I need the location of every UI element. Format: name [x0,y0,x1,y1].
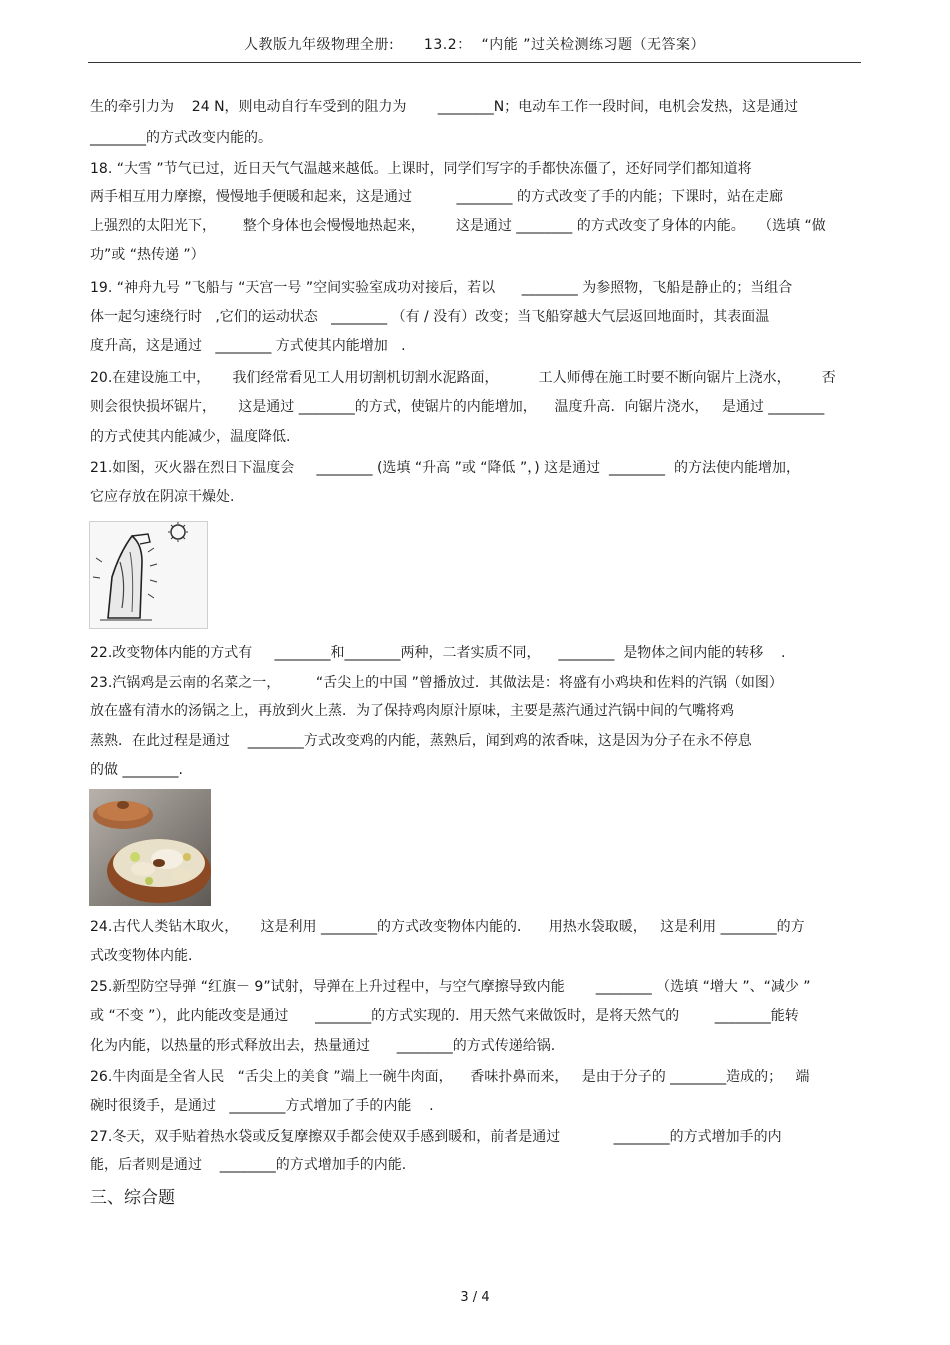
text-line: 放在盛有清水的汤锅之上，再放到火上蒸．为了保持鸡肉原汁原味，主要是蒸汽通过汽锅中间的气嘴将鸡 [90,703,734,719]
text-line: 功”或 “热传递 ”） [90,247,205,263]
text-line: ________的方式改变内能的。 [90,130,272,146]
question-21: 21.如图，灭火器在烈日下温度会 ________ (选填 “升高 ”或 “降低 ”，) 这是通过 ________ 的方法使内能增加， [90,460,800,476]
text-line: 式改变物体内能. [90,948,193,964]
text-line: 则会很快损坏锯片， 这是通过 ________的方式，使锯片的内能增加， 温度升高．向锯片浇水， 是通过 ________ [90,399,825,415]
text-line: 碗时很烫手，是通过 ________方式增加了手的内能 . [90,1098,434,1114]
text-line: 体一起匀速绕行时 ,它们的运动状态 ________ （有 / 没有）改变；当飞船穿越大气层返回地面时，其表面温 [90,309,770,325]
text-line: 或 “不变 ”），此内能改变是通过 ________的方式实现的．用天然气来做饭时，是将天然气的 ________能转 [90,1008,799,1024]
text-line: 蒸熟．在此过程是通过 ________方式改变鸡的内能，蒸熟后，闻到鸡的浓香味，这是因为分子在永不停息 [90,733,752,749]
fire-extinguisher-icon [90,522,207,628]
fire-extinguisher-figure [89,521,208,629]
text-line: 的方式使其内能减少，温度降低. [90,429,291,445]
text-line: 化为内能，以热量的形式释放出去，热量通过 ________的方式传递给锅. [90,1038,556,1054]
text-line: 它应存放在阴凉干燥处. [90,489,235,505]
header-title: 人教版九年级物理全册: 13.2： “内能 ”过关检测练习题（无答案） [244,37,705,53]
question-22: 22.改变物体内能的方式有 ________和________两种，二者实质不同， ________ 是物体之间内能的转移 . [90,645,786,661]
text-line: 能，后者则是通过 ________的方式增加手的内能. [90,1157,407,1173]
steam-pot-figure [89,789,211,906]
question-25: 25.新型防空导弹 “红旗－ 9”试射，导弹在上升过程中，与空气摩擦导致内能 ________ （选填 “增大 ”、“减少 ” [90,979,811,995]
question-23: 23.汽锅鸡是云南的名菜之一， “舌尖上的中国 ”曾播放过．其做法是：将盛有小鸡块和佐料的汽锅（如图） [90,675,783,691]
question-18: 18. “大雪 ”节气已过，近日天气气温越来越低。上课时，同学们写字的手都快冻僵了，还好同学们都知道将 [90,161,752,177]
page-number: 3 / 4 [460,1290,490,1305]
text-line: 的做 ________. [90,762,183,778]
text-line: 上强烈的太阳光下， 整个身体也会慢慢地热起来， 这是通过 ________ 的方式改变了身体的内能。 （选填 “做 [90,218,826,234]
section-title: 三、综合题 [90,1188,175,1208]
question-27: 27.冬天，双手贴着热水袋或反复摩擦双手都会使双手感到暖和，前者是通过 ________的方式增加手的内 [90,1129,782,1145]
text-line: 两手相互用力摩擦，慢慢地手便暖和起来，这是通过 ________ 的方式改变了手的内能；下课时，站在走廊 [90,189,783,205]
steam-pot-icon [89,789,211,906]
question-24: 24.古代人类钻木取火， 这是利用 ________的方式改变物体内能的． 用热水袋取暖， 这是利用 ________的方 [90,919,805,935]
question-26: 26.牛肉面是全省人民 “舌尖上的美食 ”端上一碗牛肉面， 香味扑鼻而来， 是由于分子的 ________造成的； 端 [90,1069,810,1085]
question-19: 19. “神舟九号 ”飞船与 “天宫一号 ”空间实验室成功对接后，若以 ________ 为参照物，飞船是静止的；当组合 [90,280,793,296]
question-20: 20.在建设施工中， 我们经常看见工人用切割机切割水泥路面， 工人师傅在施工时要不断向锯片上浇水， 否 [90,370,836,386]
page-header [88,26,861,63]
text-line: 生的牵引力为 24 N，则电动自行车受到的阻力为 ________N；电动车工作一段时间，电机会发热，这是通过 [90,99,799,115]
text-line: 度升高，这是通过 ________ 方式使其内能增加 . [90,338,406,354]
